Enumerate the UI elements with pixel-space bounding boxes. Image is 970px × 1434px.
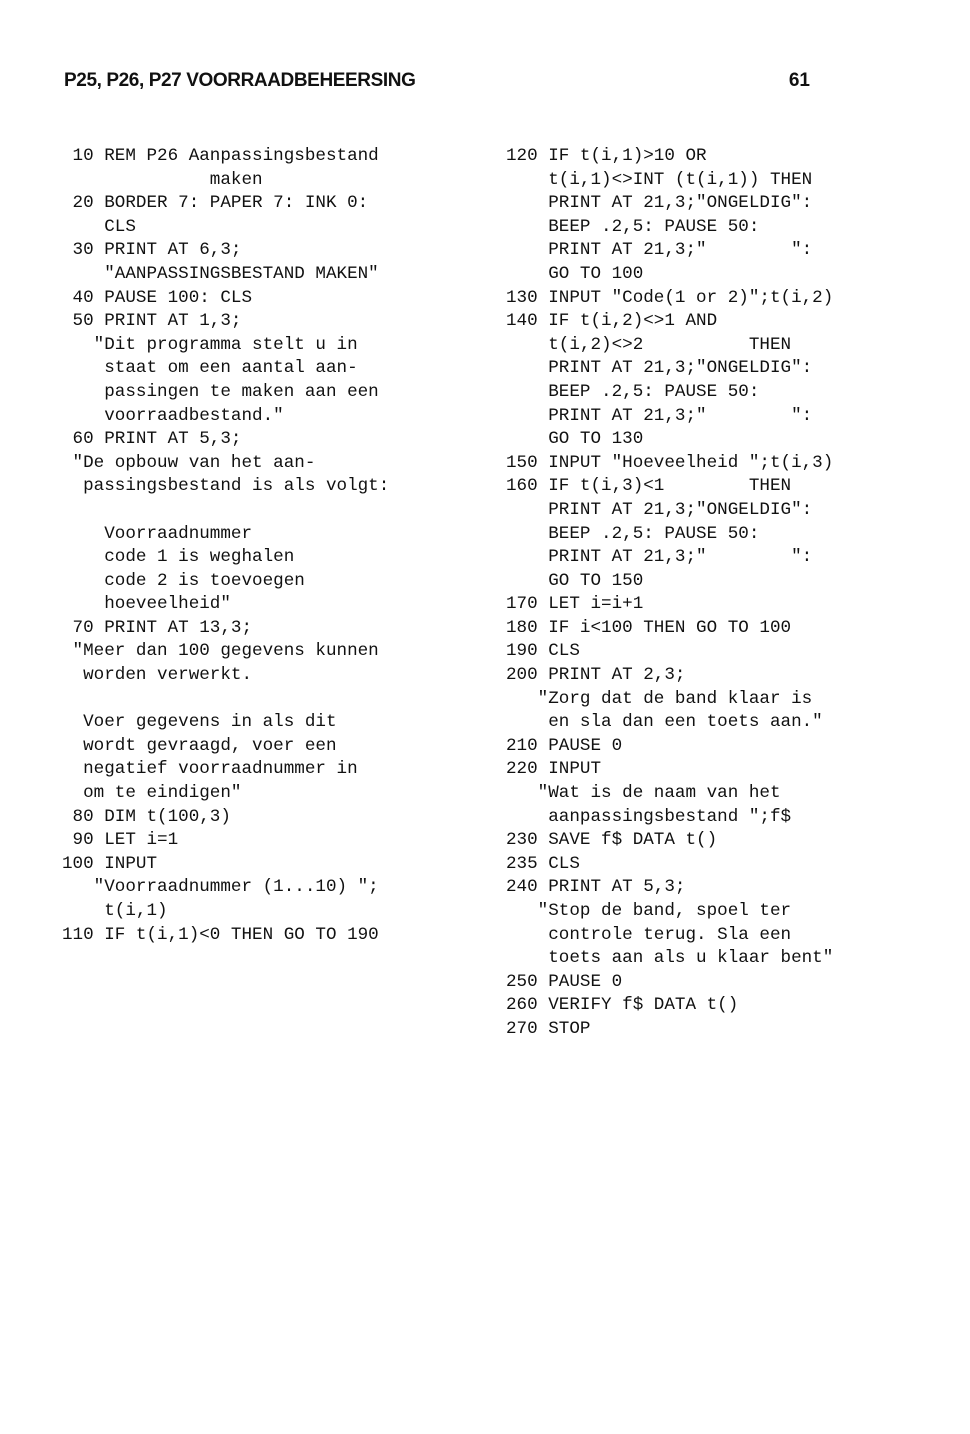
listing-left-column	[62, 145, 462, 947]
page-header	[64, 70, 810, 100]
listing-right-column	[506, 145, 906, 1042]
code-line: "Voorraadnummer (1...10) ";	[62, 877, 379, 898]
code-line: 160 IF t(i,3)<1 THEN	[506, 476, 792, 497]
code-line: CLS	[62, 216, 136, 237]
code-line: t(i,1)	[62, 901, 168, 921]
code-line: Voer gegevens in als dit	[62, 712, 337, 733]
code-line: 70 PRINT AT 13,3;	[62, 617, 253, 638]
code-line: "Meer dan 100 gegevens kunnen	[62, 641, 379, 662]
code-line: GO TO 150	[506, 570, 644, 591]
code-line: BEEP .2,5: PAUSE 50:	[506, 523, 760, 544]
code-line: GO TO 130	[506, 429, 644, 450]
code-line: PRINT AT 21,3;"ONGELDIG":	[506, 193, 813, 214]
code-line: passingen te maken aan een	[62, 381, 379, 402]
code-line: code 2 is toevoegen	[62, 570, 305, 591]
code-line: PRINT AT 21,3;" ":	[506, 240, 813, 261]
code-line: 180 IF i<100 THEN GO TO 100	[506, 617, 792, 638]
code-line: toets aan als u klaar bent"	[506, 948, 834, 969]
code-line: PRINT AT 21,3;" ":	[506, 547, 813, 568]
code-line: worden verwerkt.	[62, 665, 253, 686]
code-line: 100 INPUT	[62, 853, 158, 874]
code-line: 80 DIM t(100,3)	[62, 806, 231, 827]
code-line: 120 IF t(i,1)>10 OR	[506, 146, 707, 166]
code-line: 50 PRINT AT 1,3;	[62, 311, 242, 332]
code-line: 240 PRINT AT 5,3;	[506, 877, 686, 898]
code-line: "AANPASSINGSBESTAND MAKEN"	[62, 263, 379, 284]
code-line: code 1 is weghalen	[62, 547, 295, 568]
code-line: 90 LET i=1	[62, 830, 179, 851]
code-line: Voorraadnummer	[62, 523, 253, 544]
code-line: BEEP .2,5: PAUSE 50:	[506, 381, 760, 402]
code-line: PRINT AT 21,3;" ":	[506, 405, 813, 426]
code-line: negatief voorraadnummer in	[62, 759, 358, 780]
code-line: "Dit programma stelt u in	[62, 334, 358, 355]
code-line: BEEP .2,5: PAUSE 50:	[506, 216, 760, 237]
code-line: controle terug. Sla een	[506, 924, 792, 945]
code-line: staat om een aantal aan-	[62, 358, 358, 379]
code-line: 250 PAUSE 0	[506, 971, 623, 992]
code-line: hoeveelheid"	[62, 594, 231, 615]
code-line: 110 IF t(i,1)<0 THEN GO TO 190	[62, 924, 379, 945]
code-line: 140 IF t(i,2)<>1 AND	[506, 311, 718, 332]
code-line: 60 PRINT AT 5,3;	[62, 429, 242, 450]
code-line	[62, 499, 462, 523]
code-line: "Wat is de naam van het	[506, 783, 781, 804]
code-line: 210 PAUSE 0	[506, 735, 623, 756]
code-line: 220 INPUT	[506, 759, 602, 780]
code-line: 20 BORDER 7: PAPER 7: INK 0:	[62, 193, 369, 214]
code-line: 10 REM P26 Aanpassingsbestand	[62, 146, 379, 166]
code-line: "De opbouw van het aan-	[62, 452, 316, 473]
code-line: en sla dan een toets aan."	[506, 712, 823, 733]
code-line: 200 PRINT AT 2,3;	[506, 665, 686, 686]
code-line: 40 PAUSE 100: CLS	[62, 287, 253, 308]
code-line: voorraadbestand."	[62, 405, 284, 426]
code-line: 150 INPUT "Hoeveelheid ";t(i,3)	[506, 452, 834, 473]
code-line: wordt gevraagd, voer een	[62, 735, 337, 756]
code-line: 170 LET i=i+1	[506, 594, 644, 615]
code-line: 270 STOP	[506, 1018, 591, 1039]
code-line: om te eindigen"	[62, 783, 242, 804]
code-line: "Stop de band, spoel ter	[506, 901, 792, 921]
code-line: t(i,2)<>2 THEN	[506, 334, 792, 355]
code-line: 130 INPUT "Code(1 or 2)";t(i,2)	[506, 287, 834, 308]
code-line: PRINT AT 21,3;"ONGELDIG":	[506, 358, 813, 379]
code-line: 235 CLS	[506, 853, 580, 874]
code-line: maken	[62, 169, 263, 190]
code-line: "Zorg dat de band klaar is	[506, 688, 813, 709]
code-line: 230 SAVE f$ DATA t()	[506, 830, 718, 851]
code-line: GO TO 100	[506, 263, 644, 284]
code-line: 260 VERIFY f$ DATA t()	[506, 995, 739, 1016]
code-line: PRINT AT 21,3;"ONGELDIG":	[506, 499, 813, 520]
code-line	[62, 688, 462, 712]
page-title: P25, P26, P27 VOORRAADBEHEERSING	[64, 70, 416, 91]
code-line: 30 PRINT AT 6,3;	[62, 240, 242, 261]
code-line: passingsbestand is als volgt:	[62, 476, 390, 497]
page-number: 61	[788, 70, 810, 91]
code-line: 190 CLS	[506, 641, 580, 662]
code-line: aanpassingsbestand ";f$	[506, 806, 792, 827]
code-line: t(i,1)<>INT (t(i,1)) THEN	[506, 169, 813, 190]
